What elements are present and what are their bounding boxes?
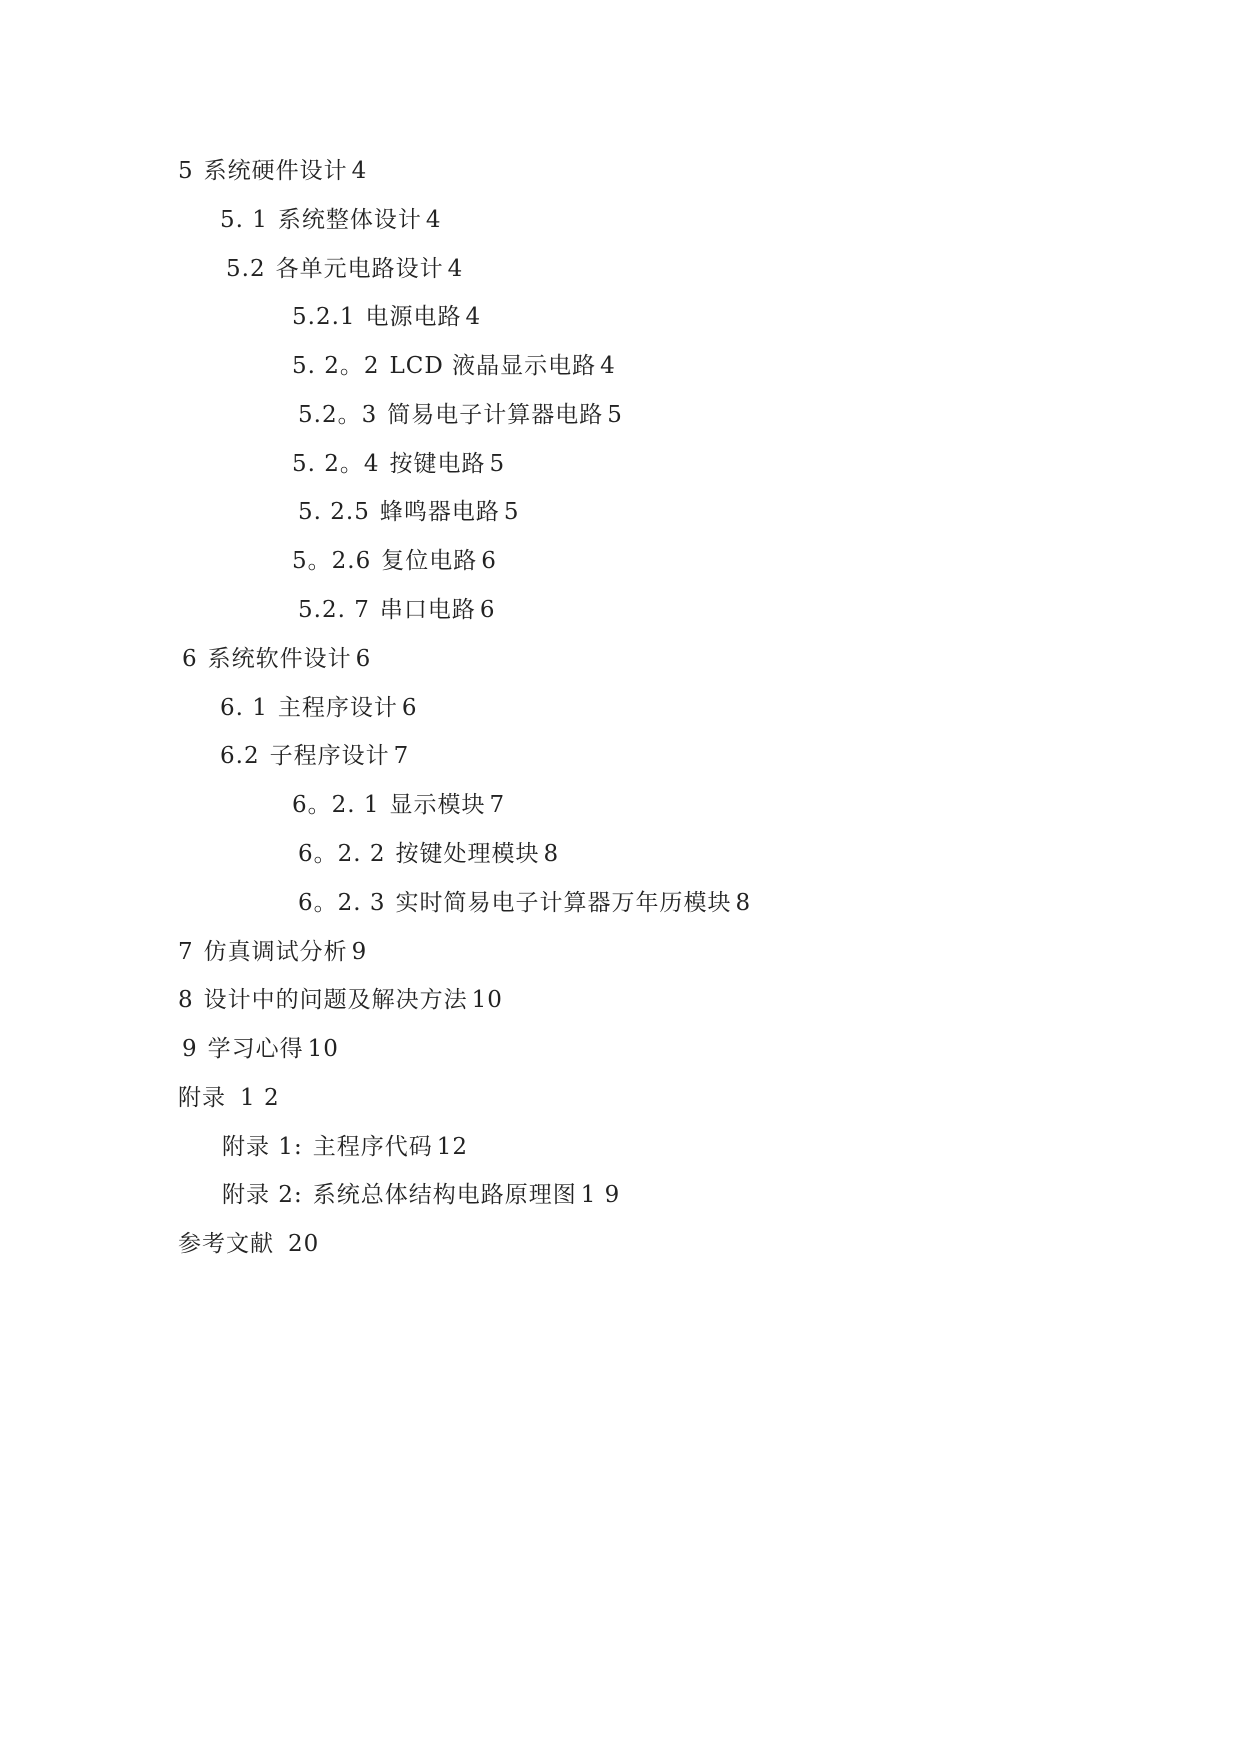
toc-entry-number: 6.2 — [220, 743, 260, 769]
toc-entry-title: 复位电路 — [381, 548, 478, 574]
toc-entry-page: 10 — [307, 1036, 339, 1062]
toc-entry-title: 主程序设计 — [277, 695, 398, 721]
toc-entry — [222, 1132, 468, 1162]
toc-entry-number: 6 — [182, 646, 198, 672]
toc-entry — [298, 595, 495, 625]
toc-entry-page: 1 2 — [240, 1085, 280, 1111]
toc-entry — [292, 790, 505, 820]
toc-entry-page: 7 — [393, 743, 410, 769]
toc-entry-title: 显示模块 — [389, 792, 486, 818]
toc-entry-number: 附录 2: — [222, 1182, 303, 1208]
toc-entry-number: 6。2. 1 — [292, 792, 380, 818]
toc-entry-page: 4 — [600, 353, 616, 379]
toc-entry — [178, 937, 367, 967]
toc-entry-number: 6。2. 2 — [298, 841, 386, 867]
toc-entry-page: 7 — [489, 792, 506, 818]
toc-entry-title: 电源电路 — [365, 304, 462, 330]
toc-entry-title: 按键处理模块 — [395, 841, 540, 867]
toc-entry-number: 5.2 — [226, 256, 266, 282]
toc-entry-number: 5.2.1 — [292, 304, 356, 330]
toc-entry — [292, 351, 616, 381]
toc-entry-title: 蜂鸣器电路 — [379, 499, 500, 525]
toc-entry-number: 附录 1: — [222, 1134, 303, 1160]
toc-entry-page: 4 — [447, 256, 464, 282]
toc-entry — [178, 156, 367, 186]
toc-entry-page: 12 — [436, 1134, 468, 1160]
toc-entry-number: 8 — [178, 987, 194, 1013]
toc-entry-page: 4 — [351, 158, 368, 184]
toc-entry-number: 7 — [178, 939, 194, 965]
toc-entry-page: 9 — [351, 939, 368, 965]
toc-entry-page: 8 — [543, 841, 560, 867]
toc-entry — [220, 693, 418, 723]
toc-entry-page: 5 — [503, 499, 520, 525]
toc-entry — [292, 449, 505, 479]
toc-entry — [298, 497, 519, 527]
toc-entry — [292, 302, 481, 332]
toc-entry — [298, 839, 559, 869]
toc-entry — [182, 644, 371, 674]
toc-entry-page: 6 — [479, 597, 496, 623]
toc-entry — [220, 741, 409, 771]
toc-entry — [220, 205, 442, 235]
toc-entry-page: 5 — [607, 402, 623, 428]
toc-entry — [178, 1083, 280, 1113]
toc-entry-number: 参考文献 — [178, 1231, 274, 1257]
toc-entry-number: 6。2. 3 — [298, 890, 386, 916]
toc-entry-page: 4 — [465, 304, 482, 330]
toc-entry-title: 按键电路 — [389, 451, 486, 477]
toc-entry-title: 主程序代码 — [312, 1134, 433, 1160]
toc-entry-page: 6 — [481, 548, 497, 574]
toc-entry-number: 附录 — [178, 1085, 226, 1111]
toc-entry — [178, 1229, 319, 1259]
toc-entry-page: 8 — [735, 890, 752, 916]
toc-entry-number: 5 — [178, 158, 194, 184]
toc-entry — [298, 400, 623, 430]
toc-entry-number: 5. 2。4 — [292, 451, 380, 477]
toc-entry-number: 6. 1 — [220, 695, 268, 721]
toc-entry-number: 5. 1 — [220, 207, 268, 233]
toc-entry-page: 6 — [401, 695, 418, 721]
toc-entry-title: LCD 液晶显示电路 — [389, 353, 597, 379]
toc-entry — [226, 254, 463, 284]
toc-entry-title: 各单元电路设计 — [275, 256, 444, 282]
toc-entry-title: 系统总体结构电路原理图 — [312, 1182, 577, 1208]
toc-entry-page: 6 — [355, 646, 372, 672]
toc-entry-title: 简易电子计算器电路 — [387, 402, 604, 428]
toc-entry-number: 5. 2.5 — [298, 499, 370, 525]
toc-entry-page: 4 — [425, 207, 442, 233]
toc-entry — [222, 1180, 620, 1210]
toc-entry-title: 系统整体设计 — [277, 207, 422, 233]
toc-entry-number: 9 — [182, 1036, 198, 1062]
toc-entry-page: 10 — [471, 987, 503, 1013]
toc-entry — [178, 985, 503, 1015]
toc-entry-number: 5. 2。2 — [292, 353, 380, 379]
toc-entry-number: 5.2。3 — [298, 402, 378, 428]
toc-entry-page: 20 — [288, 1231, 320, 1257]
toc-entry-title: 仿真调试分析 — [203, 939, 348, 965]
toc-entry-title: 串口电路 — [379, 597, 476, 623]
toc-entry-title: 子程序设计 — [269, 743, 390, 769]
toc-entry-number: 5。2.6 — [292, 548, 372, 574]
toc-entry-number: 5.2. 7 — [298, 597, 370, 623]
toc-entry-page: 5 — [489, 451, 506, 477]
toc-entry-title: 实时简易电子计算器万年历模块 — [395, 890, 732, 916]
toc-entry — [292, 546, 497, 576]
toc-entry-page: 1 9 — [580, 1182, 621, 1208]
toc-entry — [182, 1034, 339, 1064]
toc-entry-title: 系统软件设计 — [207, 646, 352, 672]
toc-entry-title: 学习心得 — [207, 1036, 304, 1062]
toc-entry — [298, 888, 751, 918]
toc-entry-title: 设计中的问题及解决方法 — [203, 987, 468, 1013]
toc-entry-title: 系统硬件设计 — [203, 158, 348, 184]
